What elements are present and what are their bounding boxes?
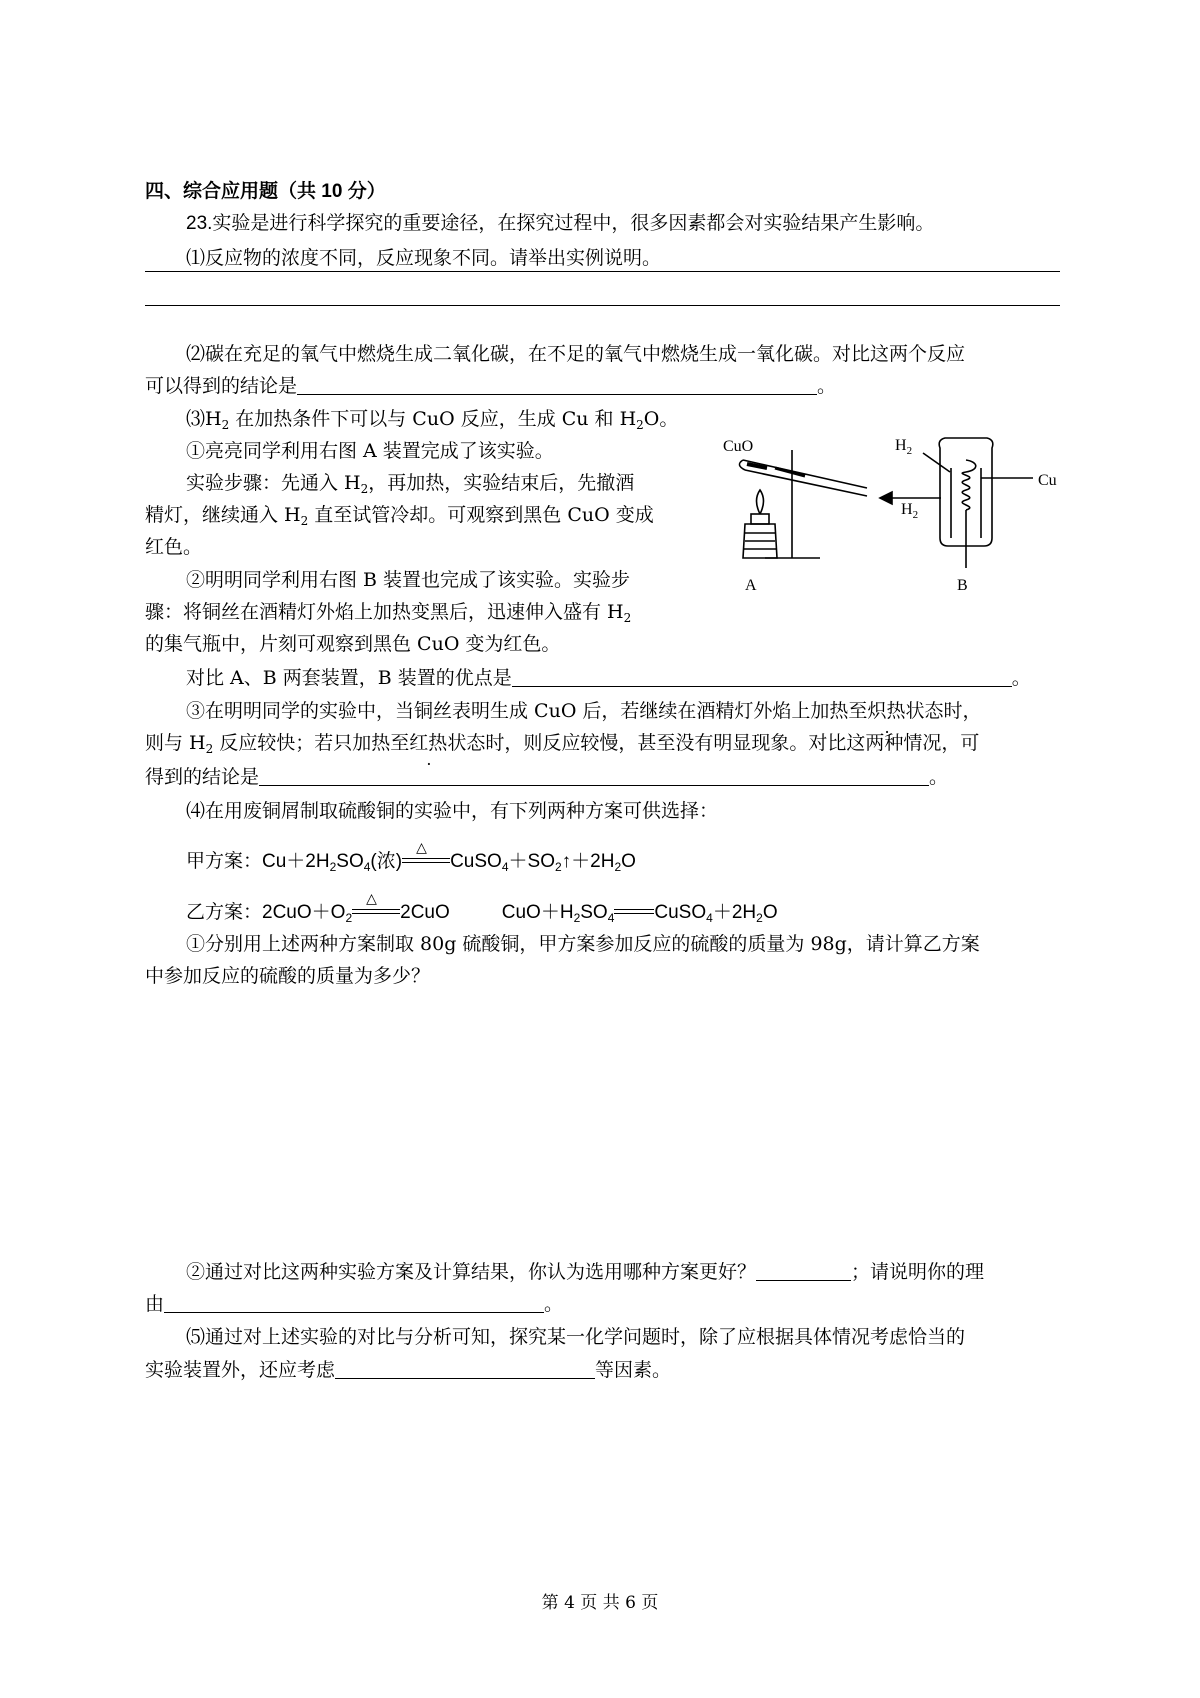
q23-compare <box>186 664 1031 692</box>
q23-part3-3b <box>145 729 979 757</box>
q23-part4-1a: ①分别用上述两种方案制取 80g 硫酸铜，甲方案参加反应的硫酸的质量为 98g，请计算乙方案 <box>186 933 980 955</box>
part2-blank[interactable] <box>297 374 817 395</box>
q23-part3-3c <box>145 763 948 791</box>
label-h2-arrow: $H_2$ <box>901 501 919 521</box>
q23-part4-2a <box>186 1258 984 1286</box>
label-h2-top: $H_2$ <box>895 437 913 457</box>
period: 。 <box>544 1293 564 1315</box>
subscript: 2 <box>360 482 369 496</box>
yi-2e: O <box>762 902 778 923</box>
q23-part3-step3: 红色。 <box>145 536 203 558</box>
q23-part3-2b <box>145 598 631 626</box>
jia-left: Cu＋2H <box>262 851 330 872</box>
subscript: 2 <box>300 514 309 528</box>
part2-prompt: 可以得到的结论是 <box>145 375 298 397</box>
yi-2a: CuO＋H <box>501 902 574 923</box>
part5b-end: 等因素。 <box>595 1359 672 1381</box>
part3-3a-text: ③在明明同学的实验中，当铜丝表明生成 CuO 后，若继续在酒精灯外焰上加热至 <box>186 700 868 722</box>
subscript: 2 <box>573 911 581 925</box>
step1-text-b: ，再加热，实验结束后，先撤酒 <box>368 472 635 494</box>
q23-part3 <box>186 405 678 433</box>
q23-part3-2c: 的集气瓶中，片刻可观察到黑色 CuO 变为红色。 <box>145 633 561 655</box>
section-title: 四、综合应用题（共 10 分） <box>145 181 386 202</box>
clamp <box>775 468 805 476</box>
subscript: 2 <box>623 611 632 625</box>
alcohol-lamp-neck <box>751 514 769 524</box>
jia-right2: ＋SO <box>508 851 555 872</box>
flame-icon <box>757 490 764 514</box>
part3-text-c: O。 <box>643 408 679 430</box>
step2-text-a: 精灯，继续通入 H <box>145 504 301 526</box>
answer-line-2 <box>145 305 1060 306</box>
subscript: 4 <box>706 911 713 925</box>
heat-condition-sign <box>352 891 400 920</box>
part5b-prompt: 实验装置外，还应考虑 <box>145 1359 336 1381</box>
equation-yi <box>186 891 778 927</box>
q23-part4-1b: 中参加反应的硫酸的质量为多少？ <box>145 965 431 987</box>
part3-3b-pre: 则与 H <box>145 732 206 754</box>
subscript: 2 <box>221 418 230 432</box>
q23-part3-step2 <box>145 501 654 529</box>
q23-part4: ⑷在用废铜屑制取硫酸铜的实验中，有下列两种方案可供选择： <box>186 800 719 822</box>
jia-right: CuSO <box>450 851 502 872</box>
yi-2d: ＋2H <box>712 902 757 923</box>
step2-text-b: 直至试管冷却。可观察到黑色 CuO 变成 <box>308 504 654 526</box>
equals-sign <box>614 900 654 920</box>
answer-line-1 <box>145 271 1060 272</box>
q23-part2-line1: ⑵碳在充足的氧气中燃烧生成二氧化碳，在不足的氧气中燃烧生成一氧化碳。对比这两个反应 <box>186 343 966 365</box>
test-tube-bottom <box>739 460 745 470</box>
q23-part1: ⑴反应物的浓度不同，反应现象不同。请举出实例说明。 <box>186 247 662 269</box>
yi-2b: SO <box>580 902 608 923</box>
yi-label: 乙方案： <box>186 901 263 923</box>
label-b: B <box>957 577 968 594</box>
emphasis-chizhi: 炽热 <box>867 700 906 722</box>
subscript: 2 <box>205 742 214 756</box>
q23-part5a: ⑸通过对上述实验的对比与分析可知，探究某一化学问题时，除了应根据具体情况考虑恰当的 <box>186 1326 966 1348</box>
part3-3c-prompt: 得到的结论是 <box>145 766 260 788</box>
part4-2a-prompt: ②通过对比这两种实验方案及计算结果，你认为选用哪种方案更好？ <box>186 1261 757 1283</box>
yi-2c: CuSO <box>654 902 707 923</box>
yi-1a: 2CuO＋O <box>262 902 346 923</box>
compare-prompt: 对比 A、B 两套装置，B 装置的优点是 <box>186 667 512 689</box>
q23-part5b <box>145 1356 671 1384</box>
subscript: 4 <box>501 860 509 874</box>
q23-part3-1: ①亮亮同学利用右图 A 装置完成了该实验。 <box>186 440 554 462</box>
part3-text-a: ⑶H <box>186 408 222 430</box>
h2-pointer <box>923 453 950 472</box>
q23-part2-line2 <box>145 372 836 400</box>
part3-3b-mid: 反应较快；若只加热至 <box>213 732 410 754</box>
part3-2b-text: 骤：将铜丝在酒精灯外焰上加热变黑后，迅速伸入盛有 H <box>145 601 624 623</box>
q23-part4-2b <box>145 1290 563 1318</box>
compare-blank[interactable] <box>512 666 1012 687</box>
subscript: 2 <box>636 418 644 432</box>
jia-right3: ↑＋2H <box>561 851 615 872</box>
page-footer: 第 4 页 共 6 页 <box>541 1593 659 1613</box>
subscript: 2 <box>614 860 622 874</box>
part3-text-b: 在加热条件下可以与 CuO 反应，生成 Cu 和 H <box>229 408 637 430</box>
part3-3a-end: 状态时， <box>905 700 982 722</box>
subscript: 2 <box>329 860 337 874</box>
subscript: 2 <box>554 860 562 874</box>
q23-part3-2a: ②明明同学利用右图 B 装置也完成了该实验。实验步 <box>186 569 631 591</box>
q23-part3-step1 <box>186 469 634 497</box>
emphasis-hongre: 红热 <box>409 732 448 754</box>
step1-text-a: 实验步骤：先通入 H <box>186 472 361 494</box>
equation-jia <box>186 840 636 876</box>
part3-3c-blank[interactable] <box>259 765 929 786</box>
label-a: A <box>745 577 757 594</box>
jia-left2: SO <box>336 851 364 872</box>
subscript: 4 <box>363 860 371 874</box>
subscript: 2 <box>345 911 353 925</box>
period: 。 <box>1011 667 1031 689</box>
triangle-icon: △ <box>366 891 377 907</box>
jia-label: 甲方案： <box>186 850 263 872</box>
reason-blank[interactable] <box>164 1292 544 1313</box>
arrow-head-icon <box>880 492 892 504</box>
label-cuo: CuO <box>723 438 754 455</box>
period: 。 <box>929 766 949 788</box>
part4-2b-prompt: 由 <box>145 1293 165 1315</box>
apparatus-figure <box>705 428 1065 598</box>
yi-1b: 2CuO <box>400 902 450 923</box>
subscript: 2 <box>756 911 763 925</box>
jia-left3: (浓) <box>370 851 403 872</box>
scheme-choice-blank[interactable] <box>756 1260 851 1281</box>
subscript: 4 <box>607 911 615 925</box>
label-cu: Cu <box>1038 472 1057 489</box>
factors-blank[interactable] <box>335 1358 595 1379</box>
triangle-icon: △ <box>416 840 427 856</box>
heat-condition-sign <box>402 840 450 869</box>
q23-part3-3a <box>186 697 981 725</box>
part4-2a-end: ；请说明你的理 <box>851 1261 985 1283</box>
period: 。 <box>817 375 837 397</box>
copper-coil <box>962 460 976 510</box>
q23-intro: 23.实验是进行科学探究的重要途径，在探究过程中，很多因素都会对实验结果产生影响。 <box>186 213 935 234</box>
part3-3b-end: 状态时，则反应较慢，甚至没有明显现象。对比这两种情况，可 <box>447 732 980 754</box>
jia-right4: O <box>621 851 636 872</box>
